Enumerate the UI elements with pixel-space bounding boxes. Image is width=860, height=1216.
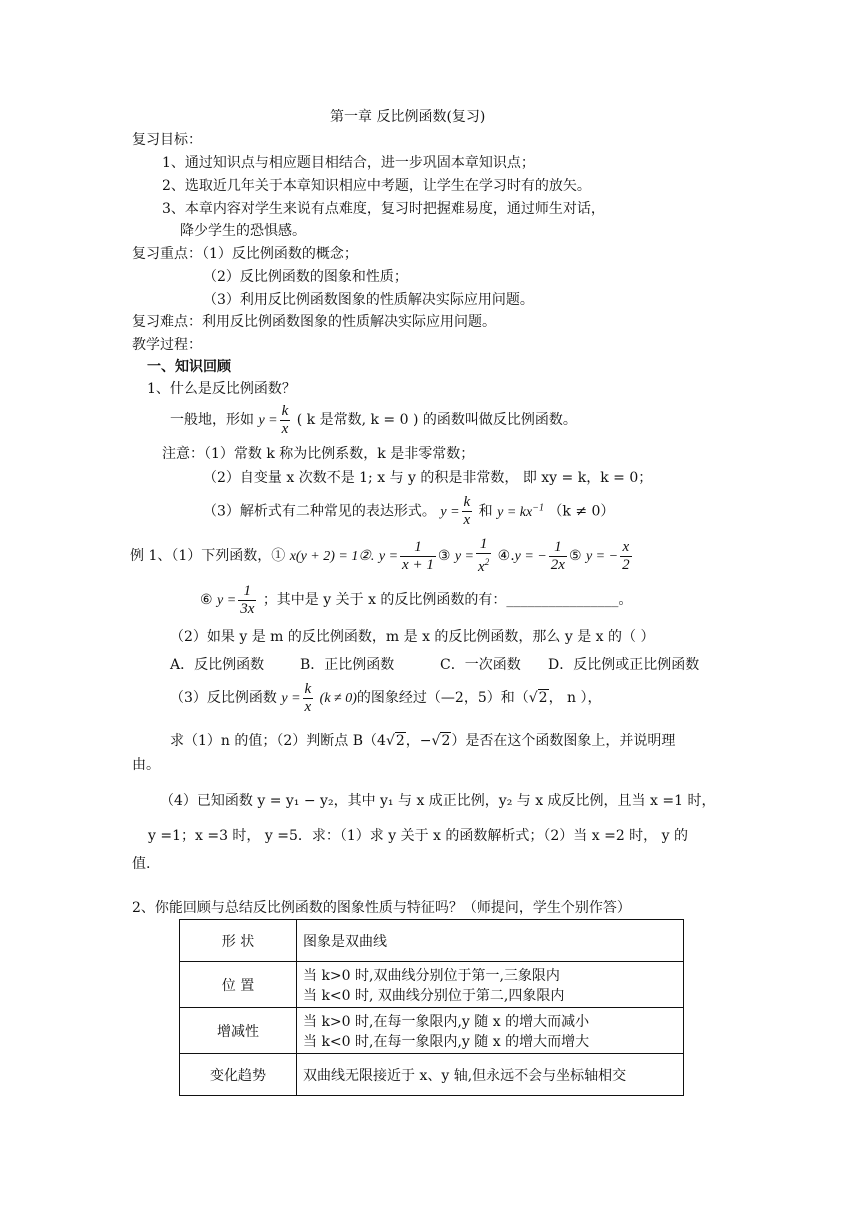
table-key: 位 置	[180, 962, 297, 1008]
table-value-line: 当 k<0 时,在每一象限内,y 随 x 的增大而增大	[303, 1033, 590, 1050]
example-1-part4-c: 值.	[132, 856, 151, 872]
table-row	[180, 920, 684, 962]
option-c: C．一次函数	[440, 657, 521, 673]
function-4-label: ④.	[497, 548, 515, 564]
definition-cond: ( k 是常数, k = 0 )	[296, 412, 419, 428]
table-value-line: 当 k>0 时,双曲线分别位于第一,三象限内	[303, 967, 560, 984]
part3-ask-c: ）是否在这个函数图象上，并说明理	[451, 733, 676, 749]
goals-heading: 复习目标：	[132, 132, 202, 148]
example-1-part3: （3）反比例函数 y = $\frac{k}{x}$ (k ≠ 0)的图象经过（—2，5）和（√2， n ），	[170, 680, 602, 715]
table-value: 图象是双曲线	[297, 920, 684, 962]
key-point-3: （3）利用反比例函数图象的性质解决实际应用问题。	[203, 292, 534, 308]
process-heading: 教学过程：	[132, 337, 202, 353]
table-key: 增减性	[180, 1008, 297, 1054]
option-d: D．反比例或正比例函数	[548, 657, 700, 673]
part3-ask-b: ，−	[405, 733, 432, 749]
table-key: 形 状	[180, 920, 297, 962]
goal-2: 2、选取近几年关于本章知识相应中考题，让学生在学习时有的放矢。	[162, 178, 591, 194]
key-point-1: （1）反比例函数的概念；	[202, 246, 358, 262]
example-1-functions: 例 1、（1）下列函数，① x(y + 2) = 1②. y = $\frac{1}{x + 1}$ ③ y = $\frac{1}{x^2}$ ④.y = − $\frac{1}{2x}$ ⑤ y = − $\frac{x}{2}$	[130, 536, 630, 575]
example-1-part3-ask: 求（1）n 的值；（2）判断点 B（4√2，−√2）是否在这个函数图象上，并说明理	[170, 733, 676, 749]
key-points	[132, 245, 358, 263]
goal-3: 3、本章内容对学生来说有点难度，复习时把握难易度，通过师生对话，	[162, 201, 605, 217]
function-1: x(y + 2) = 1②.	[289, 549, 375, 564]
difficulty: 复习难点：利用反比例函数图象的性质解决实际应用问题。	[132, 314, 496, 330]
example-1-line2: ⑥ y = $\frac{1}{3x}$ ；其中是 y 关于 x 的反比例函数的有：________________。	[200, 582, 633, 617]
note-3-and: 和	[478, 503, 493, 520]
page-title: 第一章 反比例函数(复习)	[330, 109, 486, 125]
table-value-line: 当 k>0 时,在每一象限内,y 随 x 的增大而减小	[303, 1013, 590, 1030]
part3-post: 的图象经过（—2，5）和（	[356, 690, 529, 706]
table-row	[180, 962, 684, 1008]
table-value: 双曲线无限接近于 x、y 轴,但永远不会与坐标轴相交	[297, 1054, 684, 1096]
part3-ask-a: 求（1）n 的值；（2）判断点 B（4	[170, 733, 386, 749]
part3-end: ， n ），	[548, 690, 602, 706]
table-value	[297, 1008, 684, 1054]
note-2: （2）自变量 x 次数不是 1; x 与 y 的积是非常数， 即 xy = k，k = 0；	[203, 470, 653, 486]
function-6-label: ⑥	[200, 592, 213, 608]
goal-3-cont: 降少学生的恐惧感。	[180, 223, 306, 239]
question-1: 1、什么是反比例函数？	[147, 381, 296, 397]
section-heading: 一、知识回顾	[147, 359, 231, 375]
example-1-part2: （2）如果 y 是 m 的反比例函数，m 是 x 的反比例函数，那么 y 是 x 的（ ）	[170, 629, 655, 645]
note-3: （3）解析式有二种常见的表达形式。 y = $\frac{k}{x}$ 和 $y = kx^{-1}$ （k ≠ 0）	[203, 494, 615, 529]
option-a: A．反比例函数	[170, 657, 265, 673]
definition-post: 的函数叫做反比例函数。	[418, 412, 577, 428]
key-point-2: （2）反比例函数的图象和性质；	[203, 269, 408, 285]
example-1-part4-a: （4）已知函数 y = y₁ − y₂，其中 y₁ 与 x 成正比例，y₂ 与 x 成反比例，且当 x =1 时，	[160, 793, 716, 809]
key-points-heading: 复习重点：	[132, 246, 202, 262]
table-row	[180, 1008, 684, 1054]
part3-cond: (k ≠ 0)	[319, 691, 357, 706]
question-2: 2、你能回顾与总结反比例函数的图象性质与特征吗？（师提问，学生个别作答）	[132, 900, 631, 916]
example-1-part4-b: y =1；x =3 时， y =5．求：（1）求 y 关于 x 的函数解析式；（2）当 x =2 时， y 的	[148, 828, 688, 844]
table-value-line: 当 k<0 时, 双曲线分别位于第二,四象限内	[303, 987, 565, 1004]
note-1: 注意：（1）常数 k 称为比例系数，k 是非零常数；	[162, 446, 475, 462]
goal-1: 1、通过知识点与相应题目相结合，进一步巩固本章知识点；	[162, 155, 535, 171]
properties-table	[179, 919, 684, 1096]
part3-pre: （3）反比例函数	[170, 690, 277, 706]
example-1-part3-ask-end: 由。	[132, 757, 160, 773]
table-row	[180, 1054, 684, 1096]
definition-pre: 一般地，形如	[170, 412, 259, 428]
function-6-tail: ；其中是 y 关于 x 的反比例函数的有：________________。	[262, 592, 633, 608]
table-value	[297, 962, 684, 1008]
note-3-cond: （k ≠ 0）	[548, 503, 615, 520]
table-key: 变化趋势	[180, 1054, 297, 1096]
definition: 一般地，形如 y = $\frac{k}{x}$ ( k 是常数, k = 0 ) 的函数叫做反比例函数。	[170, 402, 577, 437]
option-b: B．正比例函数	[300, 657, 395, 673]
note-3-text: （3）解析式有二种常见的表达形式。	[203, 503, 436, 520]
example-1-label: 例 1、（1）下列函数，①	[130, 548, 286, 564]
